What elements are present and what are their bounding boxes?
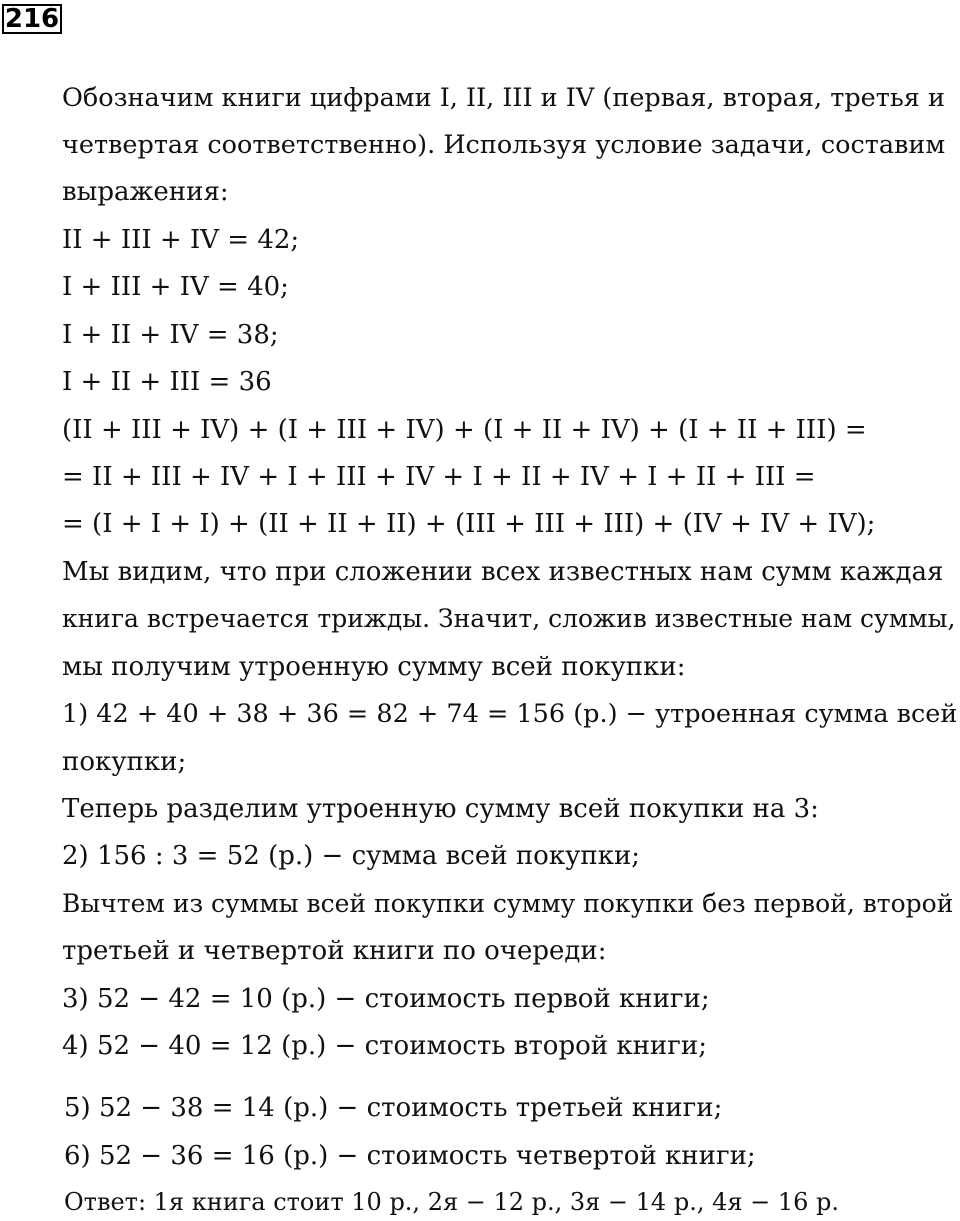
step-5: 5) 52 − 38 = 14 (р.) − стоимость третьей книги; [64,1093,723,1123]
text-line-subtract-1: Вычтем из суммы всей покупки сумму покупки без первой, второй [62,889,954,918]
text-line-intro-2: четвертая соответственно). Используя условие задачи, составим [62,130,946,160]
answer-line: Ответ: 1я книга стоит 10 р., 2я − 12 р., 3я − 14 р., 4я − 16 р. [64,1188,840,1216]
step-6: 6) 52 − 36 = 16 (р.) − стоимость четвертой книги; [64,1141,756,1171]
problem-number: 216 [2,4,62,34]
step-4: 4) 52 − 40 = 12 (р.) − стоимость второй книги; [62,1031,707,1061]
sum-expression-1: (II + III + IV) + (I + III + IV) + (I + II + IV) + (I + II + III) = [62,415,867,445]
equation-2: I + III + IV = 40; [62,272,289,302]
text-line-explanation-2: книга встречается трижды. Значит, сложив известные нам суммы, [62,604,956,633]
equation-4: I + II + III = 36 [62,367,272,397]
text-line-intro-3: выражения: [62,177,229,207]
text-line-subtract-2: третьей и четвертой книги по очереди: [62,936,607,966]
text-line-divide: Теперь разделим утроенную сумму всей покупки на 3: [62,794,819,824]
step-3: 3) 52 − 42 = 10 (р.) − стоимость первой книги; [62,984,710,1014]
step-1-continued: покупки; [62,747,187,777]
step-1: 1) 42 + 40 + 38 + 36 = 82 + 74 = 156 (р.) − утроенная сумма всей [62,699,958,729]
text-line-explanation-3: мы получим утроенную сумму всей покупки: [62,652,686,682]
sum-expression-2: = II + III + IV + I + III + IV + I + II + IV + I + II + III = [62,462,816,492]
equation-1: II + III + IV = 42; [62,225,300,255]
step-2: 2) 156 : 3 = 52 (р.) − сумма всей покупки; [62,841,641,871]
equation-3: I + II + IV = 38; [62,320,279,350]
text-line-intro-1: Обозначим книги цифрами I, II, III и IV (первая, вторая, третья и [62,83,945,113]
sum-expression-3: = (I + I + I) + (II + II + II) + (III + III + III) + (IV + IV + IV); [62,509,876,539]
text-line-explanation-1: Мы видим, что при сложении всех известных нам сумм каждая [62,557,944,587]
